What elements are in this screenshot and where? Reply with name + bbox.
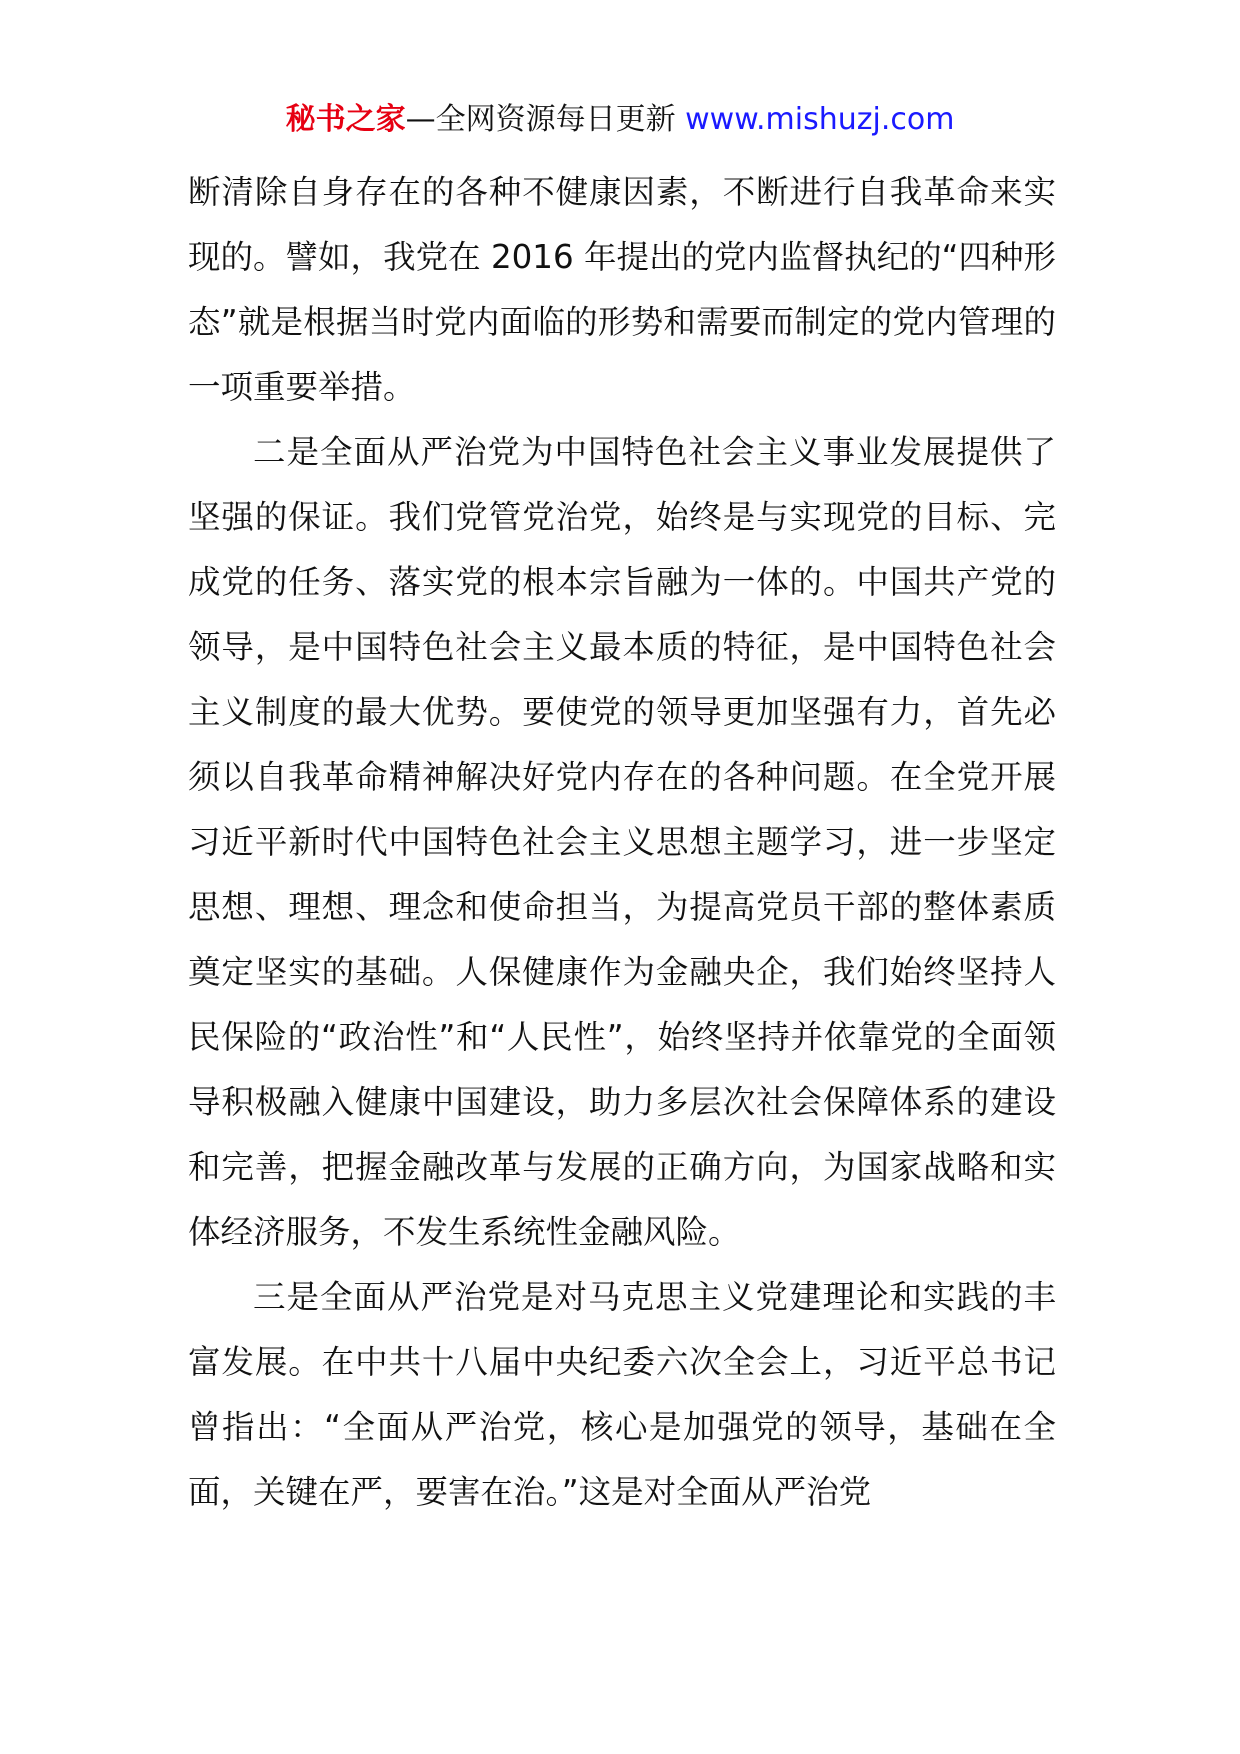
header-brand: 秘书之家 (285, 102, 406, 137)
header-site-link[interactable]: www.mishuzj.com (685, 102, 955, 137)
paragraph-continuation: 断清除自身存在的各种不健康因素，不断进行自我革命来实现的。譬如，我党在 2016 年提出的党内监督执纪的“四种形态”就是根据当时党内面临的形势和需要而制定的党内管理的一项重要举措。 (188, 173, 1056, 406)
page-header (0, 100, 1240, 140)
paragraph-point-three: 三是全面从严治党是对马克思主义党建理论和实践的丰富发展。在中共十八届中央纪委六次全会上，习近平总书记曾指出：“全面从严治党，核心是加强党的领导，基础在全面，关键在严，要害在治。”这是对全面从严治党 (188, 1278, 1056, 1511)
header-slogan: —全网资源每日更新 (405, 102, 686, 137)
document-body (188, 160, 1056, 1525)
paragraph-point-two: 二是全面从严治党为中国特色社会主义事业发展提供了坚强的保证。我们党管党治党，始终是与实现党的目标、完成党的任务、落实党的根本宗旨融为一体的。中国共产党的领导，是中国特色社会主义最本质的特征，是中国特色社会主义制度的最大优势。要使党的领导更加坚强有力，首先必须以自我革命精神解决好党内存在的各种问题。在全党开展习近平新时代中国特色社会主义思想主题学习，进一步坚定思想、理想、理念和使命担当，为提高党员干部的整体素质奠定坚实的基础。人保健康作为金融央企，我们始终坚持人民保险的“政治性”和“人民性”，始终坚持并依靠党的全面领导积极融入健康中国建设，助力多层次社会保障体系的建设和完善，把握金融改革与发展的正确方向，为国家战略和实体经济服务，不发生系统性金融风险。 (188, 433, 1056, 1251)
